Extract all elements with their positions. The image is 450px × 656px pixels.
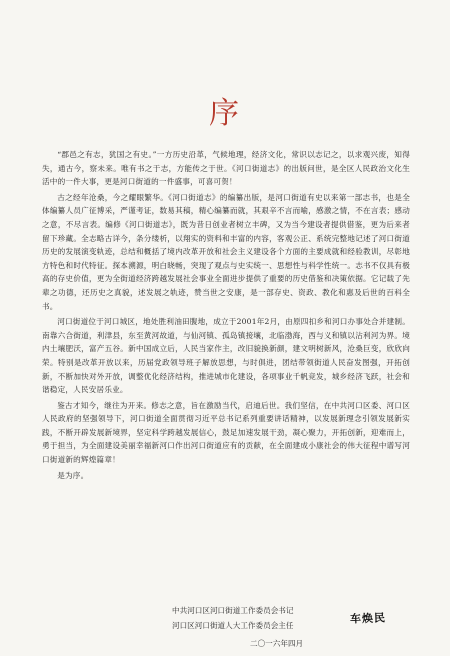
signer-title-2: 河口区河口街道人大工作委员会主任 (172, 621, 294, 630)
handwritten-signature: 车焕民 (349, 611, 387, 626)
page-title: 序 (209, 96, 241, 131)
paragraph: “郡邑之有志，犹国之有史。”一方历史沿革，气候地理，经济文化，常识以志记之，以求观兴废，知得失，通古今，察未来。唯有书之于志，方能传之于世。《河口街道志》的出版问世，是全区人民政治文化生活中的一件大事，更是河口街道的一件盛事，可喜可贺！ (42, 150, 410, 187)
paragraph: 鉴古才知今，继往为开来。修志之意，旨在激励当代，启迪后世。我们坚信，在中共河口区委、河口区人民政府的坚强领导下，河口街道全面贯彻习近平总书记系列重要讲话精神，以发展新理念引领发展新实践，不断开辟发展新境界，坚定科学跨越发展信心，鼓足加速发展干劲，凝心聚力，开拓创新，迎难而上，勇于担当，为全面建设美丽幸福新河口作出河口街道应有的贡献，在全面建成小康社会的伟大征程中谱写河口街道新的辉煌篇章！ (42, 400, 410, 465)
signer-title-1: 中共河口区河口街道工作委员会书记 (172, 606, 294, 615)
paragraph: 是为序。 (57, 470, 89, 480)
paragraph: 河口街道位于河口城区，地处胜利油田腹地，成立于2001年2月，由原四扣乡和河口办事处合并建制。南靠六合街道，利津县，东至黄河故道，与仙河镇、孤岛镇接壤，北临渤海，西与义和镇以沾利河为界。境内土壤肥沃，富产五谷。新中国成立后，人民当家作主，改旧貌换新颜，建文明树新风，沧桑巨变，欣欣向荣。特别是改革开放以来，历届党政领导班子解放思想，与时俱进，团结带领街道人民奋发图强，开拓创新，不断加快对外开放，调整优化经济结构，推进城市化建设，各项事业千帆竞发，城乡经济飞跃，社会和谐稳定，人民安居乐业。 (42, 317, 410, 395)
paragraph: 古之经年沧桑，今之耀眼繁华。《河口街道志》的编纂出版，是河口街道有史以来第一部志书，也是全体编纂人员广征博采，严谨考证，数易其稿，精心编纂而就，其艰辛不言而喻，感激之情，不在言表；感动之意，不尽言表。编修《河口街道志》，既为昔日创业者树立丰碑，又为当今建设者提供借鉴，更为后来者留下珍藏。全志略古详今，条分缕析，以翔实的资料和丰富的内容，客观公正、系统完整地记述了河口街道历史的发展演变轨迹，总结和概括了境内改革开放和社会主义建设各个方面的主要成就和经验教训，尽彰地方特色和时代特征。探本溯源，明白晓畅，突现了观点与史实统一、思想性与科学性统一。志书不仅具有极高的存史价值，更为全街道经济跨越发展社会事业全面进步提供了重要的历史借鉴和决策依据。它记载了先辈之功德，还历史之真貌，述发展之轨迹，赞当世之安康，是一部存史、资政、教化和惠及后世的百科全书。 (42, 192, 410, 311)
signature-date: 二〇一六年四月 (250, 639, 304, 648)
preface-body (42, 148, 410, 482)
